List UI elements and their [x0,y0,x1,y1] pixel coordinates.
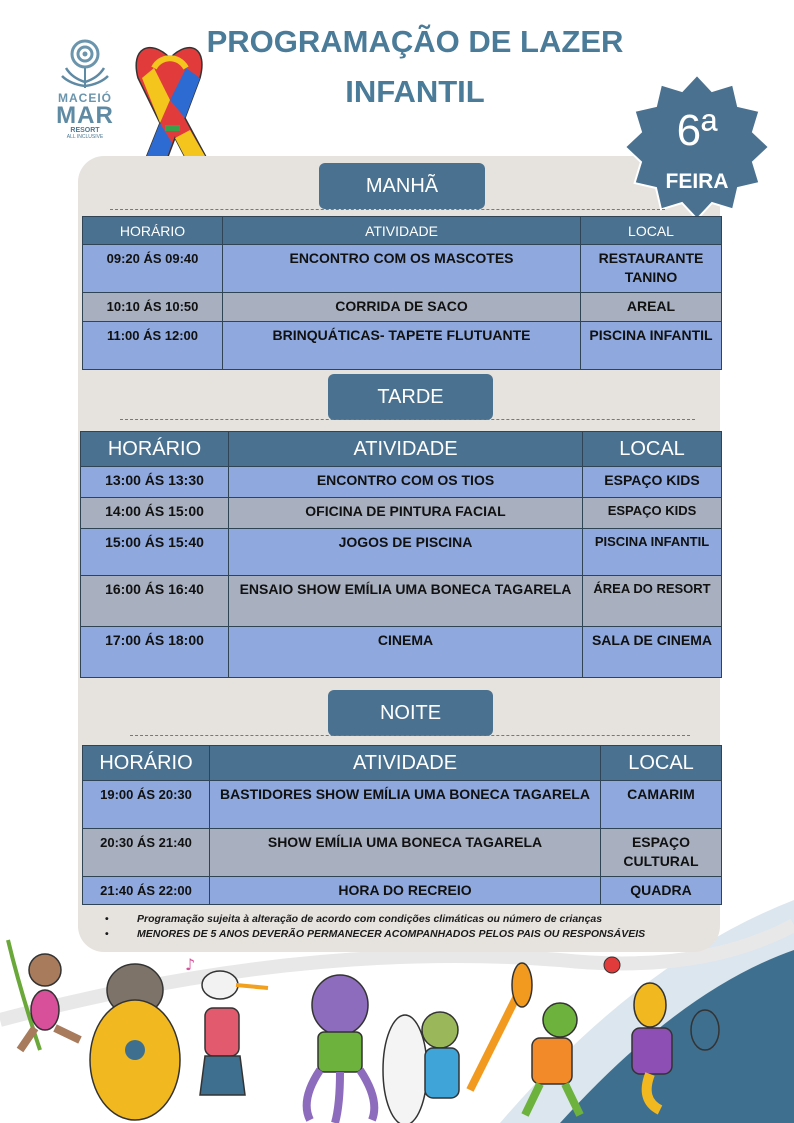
table-header-row [83,217,722,245]
page-title-line2: INFANTIL [345,74,485,109]
column-header-local: LOCAL [601,746,722,781]
heron-mascot-icon [185,955,268,1095]
cell-time: 14:00 ÁS 15:00 [81,498,229,529]
cell-local: PISCINA INFANTIL [583,529,722,576]
table-row [83,322,722,370]
table-row [81,627,722,678]
schedule-table-noite [82,745,722,905]
cell-activity: JOGOS DE PISCINA [229,529,583,576]
cell-time: 11:00 ÁS 12:00 [83,322,223,370]
table-row [83,781,722,829]
column-header-horario: HORÁRIO [83,217,223,245]
cell-activity: OFICINA DE PINTURA FACIAL [229,498,583,529]
footnote-item: • Programação sujeita à alteração de acordo com condições climáticas ou número de crianças [105,913,603,925]
seal-mascot-icon [90,964,180,1120]
section-divider [110,209,665,210]
cell-local: QUADRA [601,877,722,905]
section-title-noite: NOITE [328,690,493,736]
logo-name-line2: MAR [56,102,114,129]
mascots-illustration [0,930,794,1123]
column-header-local: LOCAL [581,217,722,245]
cell-activity: HORA DO RECREIO [210,877,601,905]
cell-local: ESPAÇO KIDS [583,467,722,498]
schedule-table-manha [82,216,722,370]
cell-local: ESPAÇO KIDS [583,498,722,529]
cell-time: 20:30 ÁS 21:40 [83,829,210,877]
column-header-atividade: ATIVIDADE [223,217,581,245]
cell-time: 19:00 ÁS 20:30 [83,781,210,829]
table-row [81,467,722,498]
table-row [81,576,722,627]
cell-local: ÁREA DO RESORT [583,576,722,627]
cell-local: RESTAURANTE TANINO [581,245,722,293]
cell-activity: ENCONTRO COM OS TIOS [229,467,583,498]
cell-activity: ENSAIO SHOW EMÍLIA UMA BONECA TAGARELA [229,576,583,627]
logo-name-line1: MACEIÓ [58,91,112,105]
section-divider [120,419,695,420]
column-header-horario: HORÁRIO [81,432,229,467]
day-badge-number: 6ª [676,106,718,155]
cell-activity: BRINQUÁTICAS- TAPETE FLUTUANTE [223,322,581,370]
cell-local: CAMARIM [601,781,722,829]
turtle-mascot-icon [383,963,532,1123]
day-badge-label: FEIRA [665,170,729,193]
column-header-atividade: ATIVIDADE [210,746,601,781]
cell-local: PISCINA INFANTIL [581,322,722,370]
column-header-local: LOCAL [583,432,722,467]
table-row [81,529,722,576]
cell-time: 17:00 ÁS 18:00 [81,627,229,678]
monkey-mascot-icon [8,940,80,1050]
footnote-text: MENORES DE 5 ANOS DEVERÃO PERMANECER ACOMPANHADOS PELOS PAIS OU RESPONSÁVEIS [137,928,646,940]
svg-text:♪: ♪ [185,955,196,974]
cell-local: SALA DE CINEMA [583,627,722,678]
footnote-text: Programação sujeita à alteração de acordo com condições climáticas ou número de crianças [137,913,603,925]
column-header-atividade: ATIVIDADE [229,432,583,467]
cell-activity: BASTIDORES SHOW EMÍLIA UMA BONECA TAGARELA [210,781,601,829]
table-header-row [83,746,722,781]
logo-sub-line1: RESORT [70,127,100,134]
logo-sub-line2: ALL INCLUSIVE [66,134,104,140]
cell-time: 21:40 ÁS 22:00 [83,877,210,905]
cell-time: 13:00 ÁS 13:30 [81,467,229,498]
section-title-manha: MANHÃ [319,163,485,209]
page-title-line1: PROGRAMAÇÃO DE LAZER [206,24,624,59]
cell-local: ESPAÇO CULTURAL [601,829,722,877]
footnote-item: • MENORES DE 5 ANOS DEVERÃO PERMANECER ACOMPANHADOS PELOS PAIS OU RESPONSÁVEIS [105,928,646,940]
section-title-tarde: TARDE [328,374,493,420]
table-row [83,829,722,877]
table-row [81,498,722,529]
cell-time: 16:00 ÁS 16:40 [81,576,229,627]
cell-activity: CORRIDA DE SACO [223,293,581,322]
cell-time: 15:00 ÁS 15:40 [81,529,229,576]
column-header-horario: HORÁRIO [83,746,210,781]
table-header-row [81,432,722,467]
lizard-mascot-icon [525,1003,580,1115]
table-row [83,293,722,322]
cell-local: AREAL [581,293,722,322]
schedule-table-tarde [80,431,722,678]
cell-time: 09:20 ÁS 09:40 [83,245,223,293]
resort-logo [40,38,130,148]
resort-logo-icon [54,38,116,90]
table-row [83,245,722,293]
seahorse-mascot-icon [604,957,719,1110]
table-row [83,877,722,905]
section-divider [130,735,690,736]
cell-activity: SHOW EMÍLIA UMA BONECA TAGARELA [210,829,601,877]
cell-time: 10:10 ÁS 10:50 [83,293,223,322]
cell-activity: CINEMA [229,627,583,678]
octopus-mascot-icon [307,975,375,1123]
cell-activity: ENCONTRO COM OS MASCOTES [223,245,581,293]
